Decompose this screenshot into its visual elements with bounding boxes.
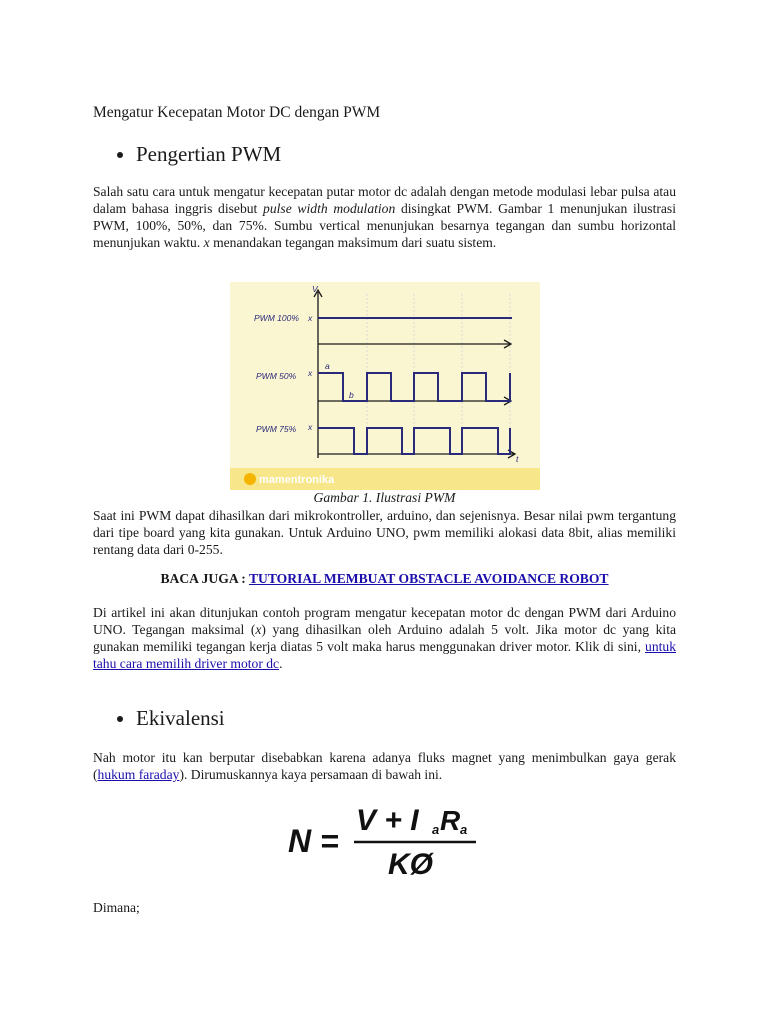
formula-denominator: KØ [388, 848, 433, 880]
formula-numerator: V + I [356, 804, 419, 837]
marker-x-50: x [308, 368, 313, 378]
baca-juga-link[interactable]: TUTORIAL MEMBUAT OBSTACLE AVOIDANCE ROBOT [248, 571, 609, 586]
text-span: Salah satu cara untuk mengatur kecepatan putar motor dc adalah dengan metode modulasi lebar pulsa atau dalam bahasa inggris disebut [93, 184, 676, 216]
marker-x-100: x [308, 313, 313, 323]
text-span: disingkat PWM. Gambar 1 menunjukan ilustrasi PWM, 100%, 50%, dan 75%. Sumbu vertical menunjukan besarnya tegangan dan sumbu horizontal menunjukan waktu. [93, 201, 676, 250]
formula-sub-a2: a [460, 822, 468, 837]
bullet-icon [117, 716, 123, 722]
formula-r: R [440, 805, 461, 836]
section-heading-label: Ekivalensi [136, 706, 225, 730]
formula-sub-a1: a [432, 822, 440, 837]
pwm75-signal [318, 428, 510, 454]
formula-lhs: N = [288, 823, 339, 859]
text-span: . [279, 656, 283, 671]
paragraph-pwm-arduino: Saat ini PWM dapat dihasilkan dari mikrokontroller, arduino, dan sejenisnya. Besar nilai pwm tergantung dari tipe board yang kita gunakan. Untuk Arduino UNO, pwm memiliki alokasi data 8bit, alias memiliki rentang data dari 0-255. [93, 508, 676, 557]
baca-juga-label: BACA JUGA : [160, 571, 249, 586]
text-span: Nah motor itu kan berputar disebabkan karena adanya fluks magnet yang menimbulkan gaya gerak ( [93, 750, 676, 782]
bullet-icon [117, 152, 123, 158]
label-pwm75: PWM 75% [256, 424, 297, 434]
watermark-logo-icon [244, 473, 256, 485]
pwm50-signal [318, 373, 510, 401]
paragraph-pwm-intro [93, 183, 676, 251]
italic-x: x [203, 235, 210, 250]
label-pwm100: PWM 100% [254, 313, 299, 323]
label-pwm50: PWM 50% [256, 371, 297, 381]
document-title: Mengatur Kecepatan Motor DC dengan PWM [93, 104, 381, 121]
section-heading-pengertian-pwm [93, 142, 281, 167]
watermark-text: mamentronika [259, 474, 335, 486]
motor-speed-formula [288, 800, 488, 880]
paragraph-arduino-pwm-example [93, 604, 676, 672]
marker-a: a [325, 361, 330, 371]
pwm-illustration-figure [230, 282, 540, 490]
paragraph-ekivalensi [93, 749, 676, 783]
driver-motor-link[interactable]: untuk tahu cara memilih driver motor dc [93, 639, 676, 671]
baca-juga [93, 571, 676, 587]
section-heading-ekivalensi [93, 706, 225, 731]
italic-x: x [255, 622, 262, 637]
axis-t-label: t [516, 454, 519, 464]
figure-caption: Gambar 1. Ilustrasi PWM [313, 490, 456, 505]
text-span: ). Dirumuskannya kaya persamaan di bawah ini. [179, 767, 443, 782]
paragraph-dimana: Dimana; [93, 900, 140, 915]
section-heading-label: Pengertian PWM [136, 142, 282, 166]
marker-b: b [349, 390, 354, 400]
axis-v-label: V [312, 284, 318, 294]
pwm-diagram [230, 282, 540, 490]
italic-term: pulse width modulation [263, 201, 396, 216]
hukum-faraday-link[interactable]: hukum faraday [97, 767, 180, 782]
text-span: ) yang dihasilkan oleh Arduino adalah 5 volt. Jika motor dc yang kita gunakan memiliki tegangan kerja diatas 5 volt maka harus menggunakan driver motor. Klik di sini, [93, 622, 676, 654]
text-span: Di artikel ini akan ditunjukan contoh program mengatur kecepatan motor dc dengan PWM dari Arduino UNO. Tegangan maksimal ( [93, 605, 676, 637]
marker-x-75: x [308, 422, 313, 432]
text-span: menandakan tegangan maksimum dari suatu sistem. [209, 235, 497, 250]
